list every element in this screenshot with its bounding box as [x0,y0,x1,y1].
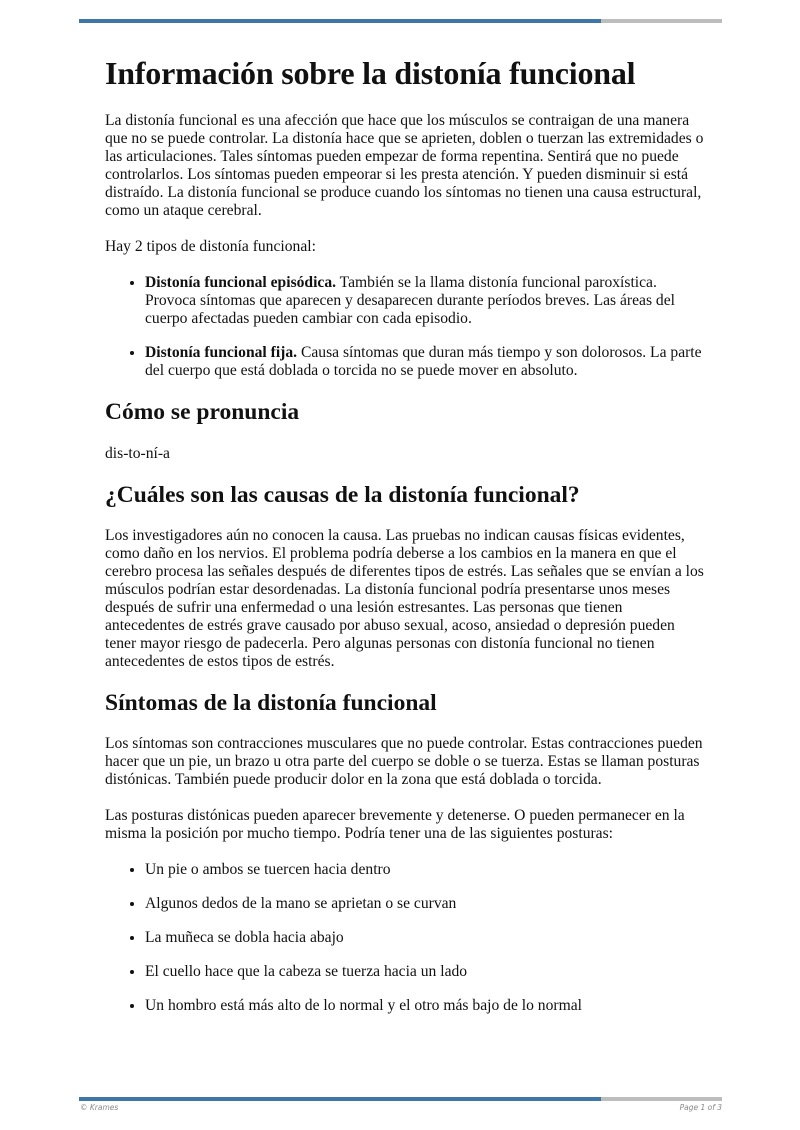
list-item [145,274,705,328]
list-item: • La muñeca se dobla hacia abajo [145,929,705,947]
footer-rule [79,1097,722,1101]
type-term: Distonía funcional fija. [145,344,298,362]
symptoms-paragraph-2: Las posturas distónicas pueden aparecer brevemente y detenerse. O pueden permanecer en la misma la posición por mucho tiempo. Podría tener una de las siguientes posturas: [105,806,685,842]
causes-paragraph: Los investigadores aún no conocen la causa. Las pruebas no indican causas físicas evidentes, como daño en los nervios. El problema podría deberse a los cambios en la manera en que el cerebro procesa las señales después de diferentes tipos de estrés. Las señales que se envían a los músculos podrían estar desordenadas. La distonía funcional podría presentarse unos meses después de sufrir una enfermedad o una lesión estresantes. Las personas que tienen antecedentes de estrés grave causado por abuso sexual, acoso, ansiedad o depresión pueden tener mayor riesgo de padecerla. Pero algunas personas con distonía funcional no tienen antecedentes de estos tipos de estrés. [105,526,704,670]
type-description: Causa síntomas que duran más tiempo y son dolorosos. La parte del cuerpo que está doblada o torcida no se puede mover en absoluto. [145,344,702,380]
type-description: También se la llama distonía funcional paroxística. Provoca síntomas que aparecen y desaparecen durante períodos breves. Las áreas del cuerpo afectadas pueden cambiar con cada episodio. [145,274,675,328]
list-item: • Un pie o ambos se tuercen hacia dentro [145,861,705,879]
types-list [105,274,705,380]
list-item: • El cuello hace que la cabeza se tuerza hacia un lado [145,963,705,981]
section-heading-pronunciation: Cómo se pronuncia [105,399,300,426]
type-term: Distonía funcional episódica. [145,274,337,292]
footer-page-indicator: Page 1 of 3 [679,1103,722,1112]
footer-rule-accent [79,1097,601,1101]
page-title: Información sobre la distonía funcional [105,55,636,91]
header-rule-remainder [601,19,722,23]
list-item: • Un hombro está más alto de lo normal y el otro más bajo de lo normal [145,997,705,1015]
footer-copyright: © Krames [80,1103,119,1112]
section-heading-symptoms: Síntomas de la distonía funcional [105,689,437,716]
header-rule [79,19,722,23]
intro-paragraph: La distonía funcional es una afección que hace que los músculos se contraigan de una manera que no se puede controlar. La distonía hace que se aprieten, doblen o tuerzan las extremidades o las articulaciones. Tales síntomas pueden empezar de forma repentina. Sentirá que no puede controlarlos. Los síntomas pueden empeorar si les presta atención. Y pueden disminuir si está distraído. La distonía funcional se produce cuando los síntomas no tienen una causa estructural, como un ataque cerebral. [105,112,704,220]
footer-rule-remainder [601,1097,722,1101]
document-body [105,54,705,1033]
types-lead: Hay 2 tipos de distonía funcional: [105,238,316,256]
list-item [145,344,705,380]
section-heading-causes: ¿Cuáles son las causas de la distonía funcional? [105,481,580,508]
pronunciation-text: dis-to-ní-a [105,444,170,462]
list-item: • Algunos dedos de la mano se aprietan o se curvan [145,895,705,913]
symptoms-paragraph-1: Los síntomas son contracciones musculares que no puede controlar. Estas contracciones pueden hacer que un pie, un brazo u otra parte del cuerpo se doble o se tuerza. Estas se llaman posturas distónicas. También puede producir dolor en la zona que está doblada o torcida. [105,734,703,788]
header-rule-accent [79,19,601,23]
postures-list [105,861,705,1015]
